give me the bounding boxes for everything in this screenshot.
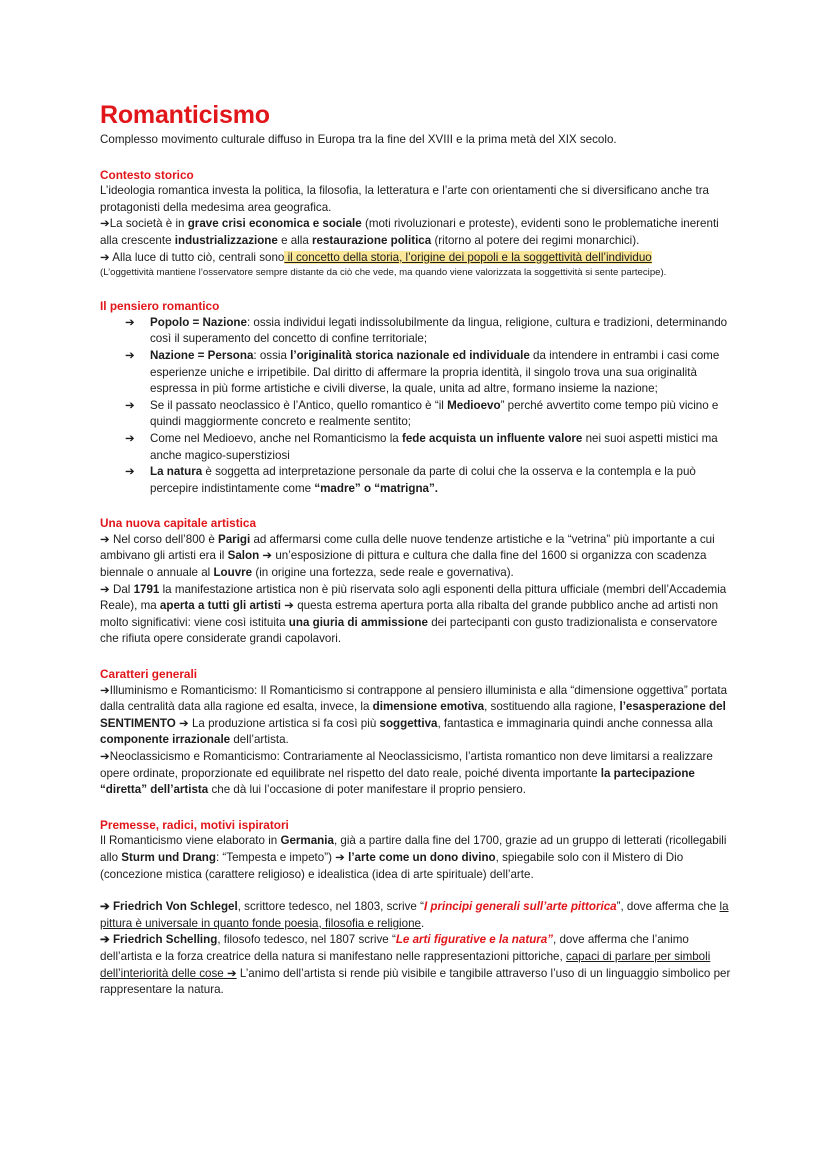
arrow-icon: ➔ — [100, 532, 110, 546]
arrow-icon: ➔ — [100, 582, 110, 596]
list-item: ➔ Se il passato neoclassico è l’Antico, quello romantico è “il Medioevo” perché avvertito come tempo più vicino e quindi maggiormente concreto e realmente sentito; — [125, 398, 719, 429]
arrow-icon: ➔ — [100, 933, 110, 947]
list-item: ➔ La natura è soggetta ad interpretazione personale da parte di colui che la osserva e la contempla e la può percepire indistintamente come “madre” o “matrigna”. — [125, 465, 696, 495]
arrow-icon: ➔ — [125, 348, 135, 362]
caratteri-illuminismo: ➔Illuminismo e Romanticismo: Il Romanticismo si contrappone al pensiero illuminista e alla “dimensione oggettiva” portata dalla centralità data alla ragione ed esalta, invece, la dimensione emotiva, sostituendo alla ragione, l’esasperazione del SENTIMENTO ➔ La produzione artistica si fa così più soggettiva, fantastica e immaginaria quindi anche connessa alla componente irrazionale dell’artista. — [100, 683, 728, 747]
arrow-icon: ➔ — [100, 683, 110, 697]
section-heading-caratteri: Caratteri generali — [100, 667, 198, 682]
contesto-intro: L’ideologia romantica investa la politica, la filosofia, la letteratura e l’arte con orientamenti che si diversificano anche tra protagonisti della medesima area geografica. — [100, 184, 709, 214]
document-page — [100, 100, 732, 999]
arrow-icon: ➔ — [125, 315, 135, 329]
capitale-1791: ➔ Dal 1791 la manifestazione artistica non è più riservata solo agli esponenti della pittura ufficiale (membri dell’Accademia Reale), ma aperta a tutti gli artisti ➔ questa estrema apertura porta alla ribalta del grande pubblico anche ad artisti non molto significativi: viene così istituita una giuria di ammissione dei partecipanti con gusto tradizionalista e conservatore che rifiuta opere considerate grandi capolavori. — [100, 582, 727, 646]
section-heading-pensiero: Il pensiero romantico — [100, 299, 220, 314]
list-item: ➔ Come nel Medioevo, anche nel Romanticismo la fede acquista un influente valore nei suoi aspetti mistici ma anche magico-superstiziosi — [125, 431, 718, 462]
arrow-icon: ➔ — [125, 431, 135, 445]
premesse-germania: Il Romanticismo viene elaborato in Germania, già a partire dalla fine del 1700, grazie ad un gruppo di letterati (ricollegabili allo Sturm und Drang: “Tempesta e impeto”) ➔ l’arte come un dono divino, spiegabile solo con il Mistero di Dio (concezione mistica (carattere religioso) e idealistica (idea di arte spirituale) dell’arte. — [100, 834, 727, 881]
premesse-schlegel: ➔ Friedrich Von Schlegel, scrittore tedesco, nel 1803, scrive “I principi generali sull’arte pittorica”, dove afferma che la pittura è universale in quanto fonde poesia, filosofia e religione. — [100, 900, 729, 930]
premesse-schelling: ➔ Friedrich Schelling, filosofo tedesco, nel 1807 scrive “Le arti figurative e la natura”, dove afferma che l’animo dell’artista e la forza creatrice della natura si manifestano nelle rappresentazioni pittoriche, capaci di parlare per simboli dell’interiorità delle cose ➔ L’animo dell’artista si rende più visibile e tangibile attraverso l’uso di un linguaggio simbolico per rappresentare la natura. — [100, 933, 731, 997]
arrow-icon: ➔ — [100, 217, 110, 231]
contesto-centrali: ➔ Alla luce di tutto ciò, centrali sono il concetto della storia, l’origine dei popoli e la soggettività dell’individuo — [100, 250, 652, 264]
caratteri-neoclassicismo: ➔Neoclassicismo e Romanticismo: Contrariamente al Neoclassicismo, l’artista romantico non deve limitarsi a realizzare opere ordinate, proporzionate ed equilibrate nel rispetto del dato reale, poiché diventa importante la partecipazione “diretta” dell’artista che dà lui l’occasione di poter manifestare il proprio pensiero. — [100, 750, 713, 797]
contesto-note: (L’oggettività mantiene l’osservatore sempre distante da ciò che vede, ma quando viene valorizzata la soggettività si sente partecipe). — [100, 267, 667, 279]
highlighted-text: il concetto della storia, l’origine dei popoli e la soggettività dell’individuo — [284, 250, 652, 264]
arrow-icon: ➔ — [125, 398, 135, 412]
section-heading-capitale: Una nuova capitale artistica — [100, 516, 257, 531]
section-heading-contesto: Contesto storico — [100, 167, 194, 182]
section-heading-premesse: Premesse, radici, motivi ispiratori — [100, 817, 289, 832]
arrow-icon: ➔ — [100, 900, 110, 914]
list-item: ➔ Popolo = Nazione: ossia individui legati indissolubilmente da lingua, religione, cultura e tradizioni, determinando così il superamento del concetto di confine territoriale; — [125, 315, 728, 346]
page-title: Romanticismo — [100, 101, 270, 129]
page-subtitle: Complesso movimento culturale diffuso in Europa tra la fine del XVIII e la prima metà del XIX secolo. — [100, 133, 617, 146]
arrow-icon: ➔ — [100, 250, 110, 264]
arrow-icon: ➔ — [100, 750, 110, 763]
capitale-parigi: ➔ Nel corso dell’800 è Parigi ad affermarsi come culla delle nuove tendenze artistiche e la “vetrina” più importante a cui ambivano gli artisti era il Salon ➔ un’esposizione di pittura e cultura che dalla fine del 1600 si organizza con scadenza biennale o annuale al Louvre (in origine una fortezza, sede reale e governativa). — [100, 532, 715, 580]
arrow-icon: ➔ — [125, 465, 135, 479]
list-item: ➔ Nazione = Persona: ossia l’originalità storica nazionale ed individuale da intendere in entrambi i casi come esperienze uniche e irripetibile. Dal diritto di affermare la propria identità, il singolo trova una sua originalità espressa in più forme artistiche e civili diverse, la quale, unita ad altre, formano insieme la nazione; — [125, 348, 720, 396]
contesto-crisi: ➔La società è in grave crisi economica e sociale (moti rivoluzionari e proteste), evidenti sono le problematiche inerenti alla crescente industrializzazione e alla restaurazione politica (ritorno al potere dei regimi monarchici). — [100, 217, 719, 247]
pensiero-list — [100, 315, 732, 498]
